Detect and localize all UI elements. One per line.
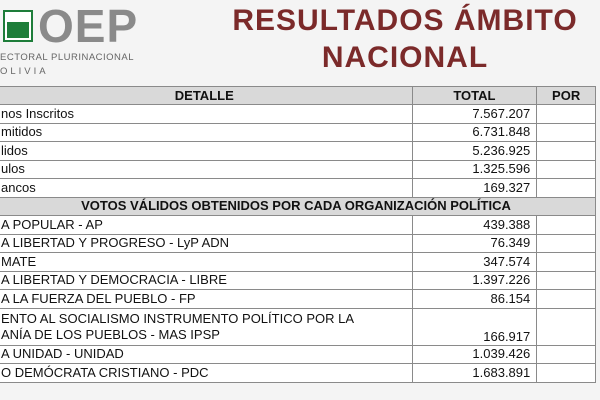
section-title: VOTOS VÁLIDOS OBTENIDOS POR CADA ORGANIZACIÓN POLÍTICA bbox=[0, 197, 596, 216]
header-total: TOTAL bbox=[412, 87, 537, 105]
table-row bbox=[0, 253, 596, 272]
oep-logo bbox=[0, 0, 200, 82]
party-percent bbox=[537, 308, 596, 345]
table-row bbox=[0, 234, 596, 253]
oep-logo-country: OLIVIA bbox=[0, 66, 49, 77]
table-row bbox=[0, 105, 596, 124]
row-label: mitidos bbox=[0, 123, 412, 142]
table-row bbox=[0, 308, 596, 345]
row-label: ulos bbox=[0, 160, 412, 179]
row-label: ancos bbox=[0, 179, 412, 198]
row-percent bbox=[537, 123, 596, 142]
row-total: 6.731.848 bbox=[412, 123, 537, 142]
row-total: 169.327 bbox=[412, 179, 537, 198]
party-percent bbox=[537, 290, 596, 309]
row-percent bbox=[537, 142, 596, 161]
header-row bbox=[0, 87, 596, 105]
table-row bbox=[0, 271, 596, 290]
party-percent bbox=[537, 234, 596, 253]
party-percent bbox=[537, 253, 596, 272]
table-row bbox=[0, 216, 596, 235]
party-percent bbox=[537, 364, 596, 383]
table-row bbox=[0, 364, 596, 383]
row-label: nos Inscritos bbox=[0, 105, 412, 124]
party-label: A LA FUERZA DEL PUEBLO - FP bbox=[0, 290, 412, 309]
party-total: 1.683.891 bbox=[412, 364, 537, 383]
row-percent bbox=[537, 160, 596, 179]
party-label: A POPULAR - AP bbox=[0, 216, 412, 235]
row-label: lidos bbox=[0, 142, 412, 161]
party-total: 76.349 bbox=[412, 234, 537, 253]
section-header-row bbox=[0, 197, 596, 216]
party-total: 347.574 bbox=[412, 253, 537, 272]
row-total: 7.567.207 bbox=[412, 105, 537, 124]
row-percent bbox=[537, 179, 596, 198]
party-total: 86.154 bbox=[412, 290, 537, 309]
oep-logo-subtitle: ECTORAL PLURINACIONAL bbox=[0, 52, 135, 63]
party-label: A LIBERTAD Y PROGRESO - LyP ADN bbox=[0, 234, 412, 253]
party-label-line1: ENTO AL SOCIALISMO INSTRUMENTO POLÍTICO POR LA bbox=[1, 310, 354, 326]
party-label: O DEMÓCRATA CRISTIANO - PDC bbox=[0, 364, 412, 383]
header-detalle: DETALLE bbox=[0, 87, 412, 105]
party-label-line2: ANÍA DE LOS PUEBLOS - MAS IPSP bbox=[1, 326, 220, 342]
table-row bbox=[0, 160, 596, 179]
party-label: MATE bbox=[0, 253, 412, 272]
party-percent bbox=[537, 271, 596, 290]
table-row bbox=[0, 123, 596, 142]
header-porcentaje: POR bbox=[537, 87, 596, 105]
page-title bbox=[190, 2, 600, 76]
page-title-line2: NACIONAL bbox=[321, 41, 489, 74]
party-total: 1.397.226 bbox=[412, 271, 537, 290]
table-row bbox=[0, 345, 596, 364]
party-percent bbox=[537, 345, 596, 364]
page-title-line1: RESULTADOS ÁMBITO bbox=[232, 4, 578, 37]
table-row bbox=[0, 290, 596, 309]
party-label: A UNIDAD - UNIDAD bbox=[0, 345, 412, 364]
party-total: 439.388 bbox=[412, 216, 537, 235]
party-label bbox=[0, 308, 412, 345]
party-total: 1.039.426 bbox=[412, 345, 537, 364]
oep-logo-mark bbox=[3, 10, 33, 42]
party-total: 166.917 bbox=[412, 308, 537, 345]
row-total: 1.325.596 bbox=[412, 160, 537, 179]
party-percent bbox=[537, 216, 596, 235]
oep-logo-text: OEP bbox=[38, 0, 139, 52]
table-row bbox=[0, 142, 596, 161]
row-percent bbox=[537, 105, 596, 124]
row-total: 5.236.925 bbox=[412, 142, 537, 161]
table-row bbox=[0, 179, 596, 198]
results-table bbox=[0, 86, 596, 383]
party-label: A LIBERTAD Y DEMOCRACIA - LIBRE bbox=[0, 271, 412, 290]
